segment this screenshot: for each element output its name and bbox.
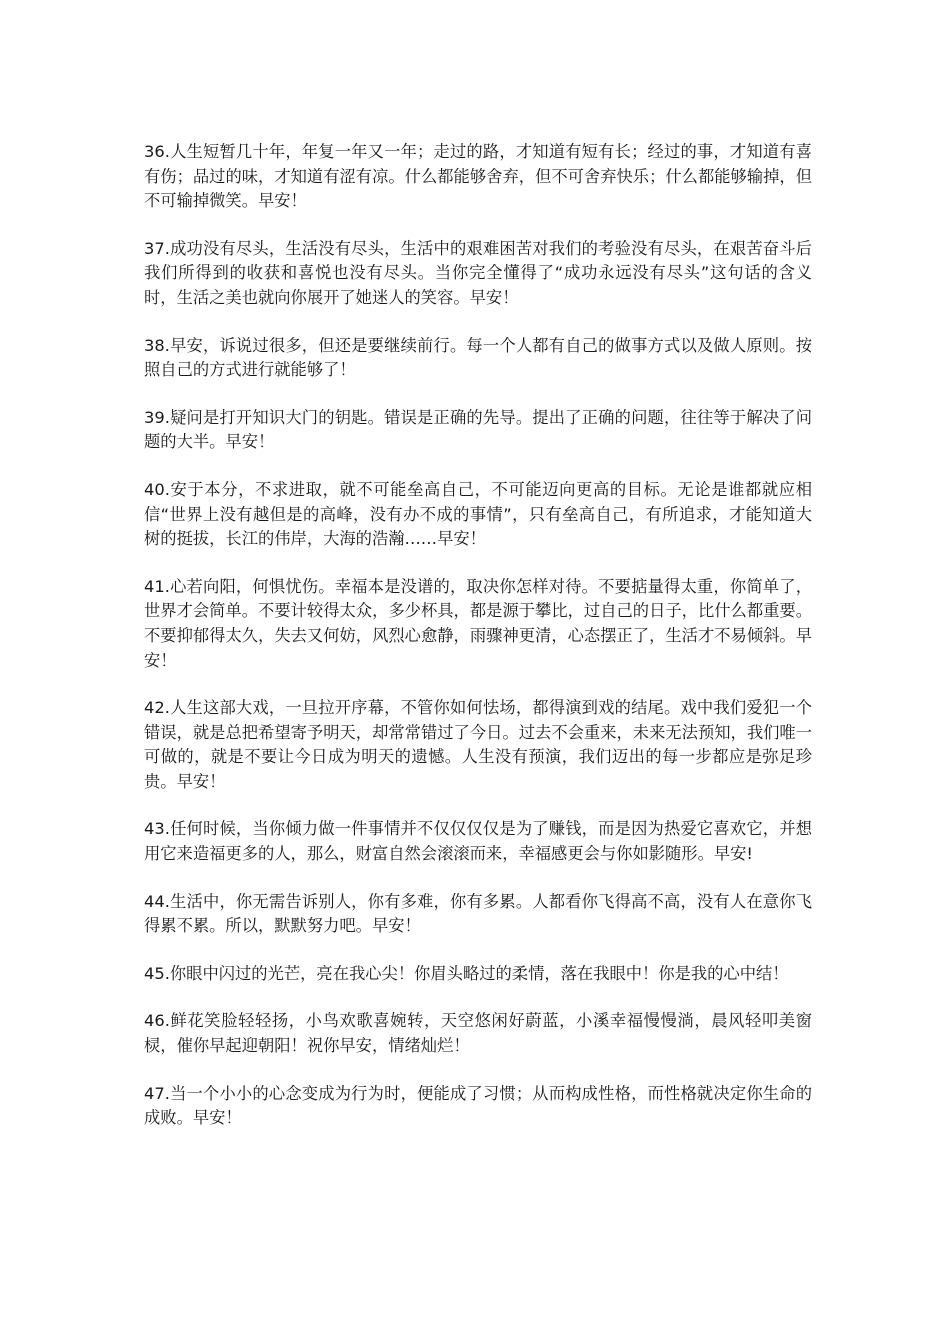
paragraph-41: 41.心若向阳，何惧忧伤。幸福本是没谱的，取决你怎样对待。不要掂量得太重，你简单了，世界才会简单。不要计较得太众，多少杯具，都是源于攀比，过自己的日子，比什么都重要。不要抑郁得太久，失去又何妨，风烈心愈静，雨骤神更清，心态摆正了，生活才不易倾斜。早安！	[144, 576, 812, 670]
paragraph-42: 42.人生这部大戏，一旦拉开序幕，不管你如何怯场，都得演到戏的结尾。戏中我们爱犯一个错误，就是总把希望寄予明天，却常常错过了今日。过去不会重来，未来无法预知，我们唯一可做的，就是不要让今日成为明天的遗憾。人生没有预演，我们迈出的每一步都应是弥足珍贵。早安！	[144, 698, 812, 791]
paragraph-39: 39.疑问是打开知识大门的钥匙。错误是正确的先导。提出了正确的问题，往往等于解决了问题的大半。早安！	[144, 407, 812, 452]
paragraph-47: 47.当一个小小的心念变成为行为时，便能成了习惯；从而构成性格，而性格就决定你生命的成败。早安！	[144, 1083, 812, 1128]
document-body	[144, 140, 812, 1154]
paragraph-46: 46.鲜花笑脸轻轻扬，小鸟欢歌喜婉转，天空悠闲好蔚蓝，小溪幸福慢慢淌，晨风轻叩美窗棂，催你早起迎朝阳！祝你早安，情绪灿烂！	[144, 1011, 812, 1056]
paragraph-36: 36.人生短暂几十年，年复一年又一年；走过的路，才知道有短有长；经过的事，才知道有喜有伤；品过的味，才知道有涩有凉。什么都能够舍弃，但不可舍弃快乐；什么都能够输掉，但不可输掉微笑。早安！	[144, 142, 812, 211]
paragraph-44: 44.生活中，你无需告诉别人，你有多难，你有多累。人都看你飞得高不高，没有人在意你飞得累不累。所以，默默努力吧。早安！	[144, 891, 812, 936]
paragraph-37: 37.成功没有尽头，生活没有尽头，生活中的艰难困苦对我们的考验没有尽头，在艰苦奋斗后我们所得到的收获和喜悦也没有尽头。当你完全懂得了“成功永远没有尽头”这句话的含义时，生活之美也就向你展开了她迷人的笑容。早安！	[144, 238, 812, 307]
paragraph-43: 43.任何时候，当你倾力做一件事情并不仅仅仅仅是为了赚钱，而是因为热爱它喜欢它，并想用它来造福更多的人，那么，财富自然会滚滚而来，幸福感更会与你如影随形。早安!	[144, 819, 812, 864]
paragraph-40: 40.安于本分，不求进取，就不可能垒高自己，不可能迈向更高的目标。无论是谁都就应相信“世界上没有越但是的高峰，没有办不成的事情”，只有垒高自己，有所追求，才能知道大树的挺拔，长江的伟岸，大海的浩瀚……早安！	[144, 479, 812, 549]
paragraph-45: 45.你眼中闪过的光芒，亮在我心尖！你眉头略过的柔情，落在我眼中！你是我的心中结！	[144, 963, 789, 983]
paragraph-38: 38.早安，诉说过很多，但还是要继续前行。每一个人都有自己的做事方式以及做人原则。按照自己的方式进行就能够了！	[144, 335, 812, 380]
